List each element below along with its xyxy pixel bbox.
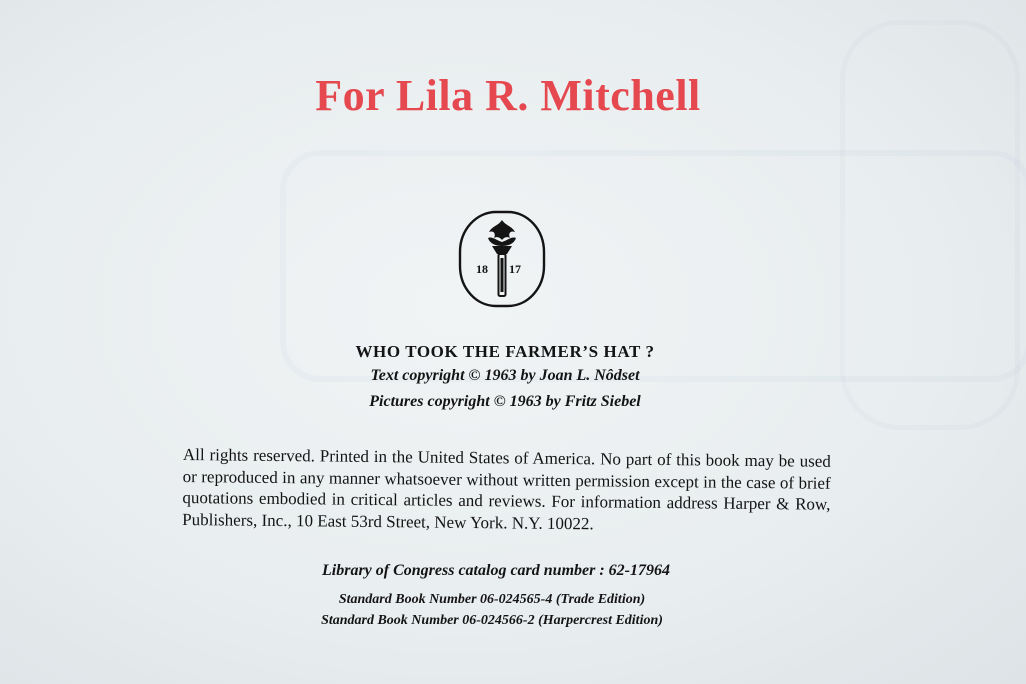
catalog-card-number: Library of Congress catalog card number : 62-17964	[322, 562, 670, 579]
dedication: For Lila R. Mitchell	[315, 71, 701, 120]
publisher-logo	[458, 208, 546, 308]
isbn-trade: Standard Book Number 06-024565-4 (Trade Edition)	[338, 592, 646, 607]
isbn-harpercrest: Standard Book Number 06-024566-2 (Harpercrest Edition)	[321, 613, 663, 628]
text-credit: Text copyright © 1963 by Joan L. Nôdset	[370, 367, 640, 384]
pictures-credit: Pictures copyright © 1963 by Fritz Siebel	[369, 393, 641, 410]
logo-year-left: 18	[476, 262, 488, 276]
book-title: WHO TOOK THE FARMER’S HAT ?	[355, 342, 655, 361]
logo-year-right: 17	[509, 262, 521, 276]
rights-statement: All rights reserved. Printed in the United States of America. No part of this book may be used or reproduced in any manner whatsoever without written permission except in the case of brief quotations embodied in critical articles and reviews. For information address Harper & Row, Publishers, Inc., 10 East 53rd Street, New York. N.Y. 10022.	[182, 444, 831, 533]
title-block	[0, 340, 1010, 414]
